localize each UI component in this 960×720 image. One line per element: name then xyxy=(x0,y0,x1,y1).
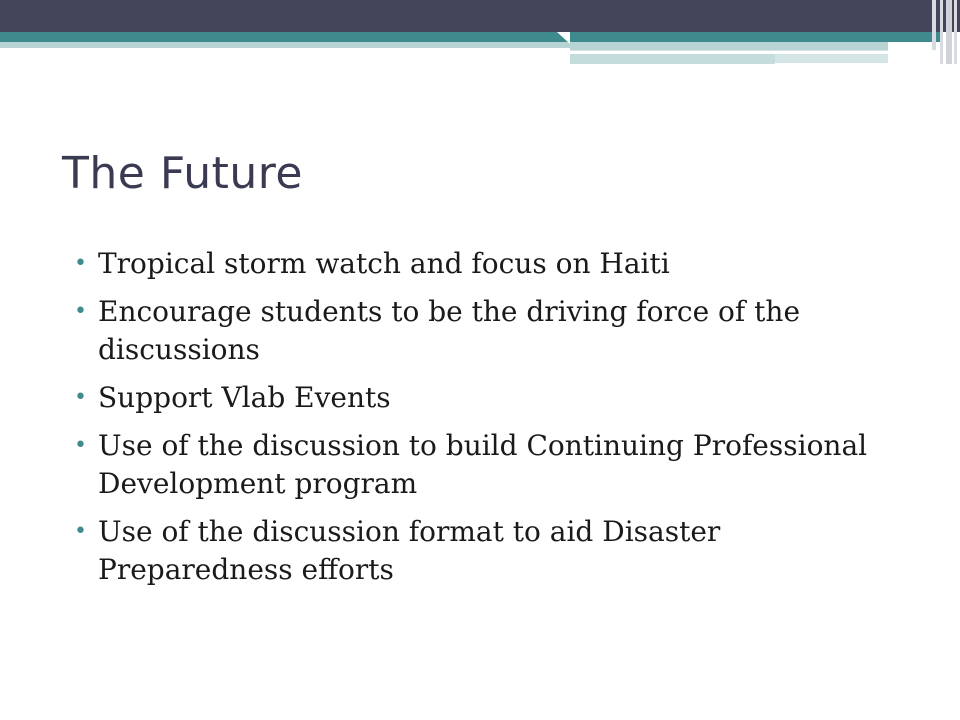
decor-stripe xyxy=(940,0,943,64)
bullet-icon: • xyxy=(74,433,87,458)
slide-title: The Future xyxy=(62,148,303,199)
bullet-icon: • xyxy=(74,519,87,544)
bullet-icon: • xyxy=(74,299,87,324)
bullet-item: • Use of the discussion to build Continuing Professional Development program xyxy=(74,429,868,500)
decor-stripe xyxy=(946,0,952,64)
accent-band-right-lower xyxy=(570,54,775,64)
accent-band xyxy=(0,32,940,42)
bullet-icon: • xyxy=(74,385,87,410)
header-bar xyxy=(0,0,960,32)
accent-band-right-lower-end xyxy=(775,54,888,63)
bullet-item: • Tropical storm watch and focus on Haiti xyxy=(74,245,904,283)
bullet-icon: • xyxy=(74,251,87,276)
bullet-list xyxy=(74,245,904,599)
band-notch xyxy=(557,32,570,44)
bullet-item: • Support Vlab Events xyxy=(74,379,904,417)
bullet-item: • Use of the discussion format to aid Disaster Preparedness efforts xyxy=(74,515,721,586)
decor-stripe xyxy=(932,0,936,50)
bullet-item: • Encourage students to be the driving force of the discussions xyxy=(74,295,801,366)
accent-band-right xyxy=(570,42,888,51)
decor-stripe xyxy=(954,0,957,64)
accent-band-light xyxy=(0,42,570,48)
